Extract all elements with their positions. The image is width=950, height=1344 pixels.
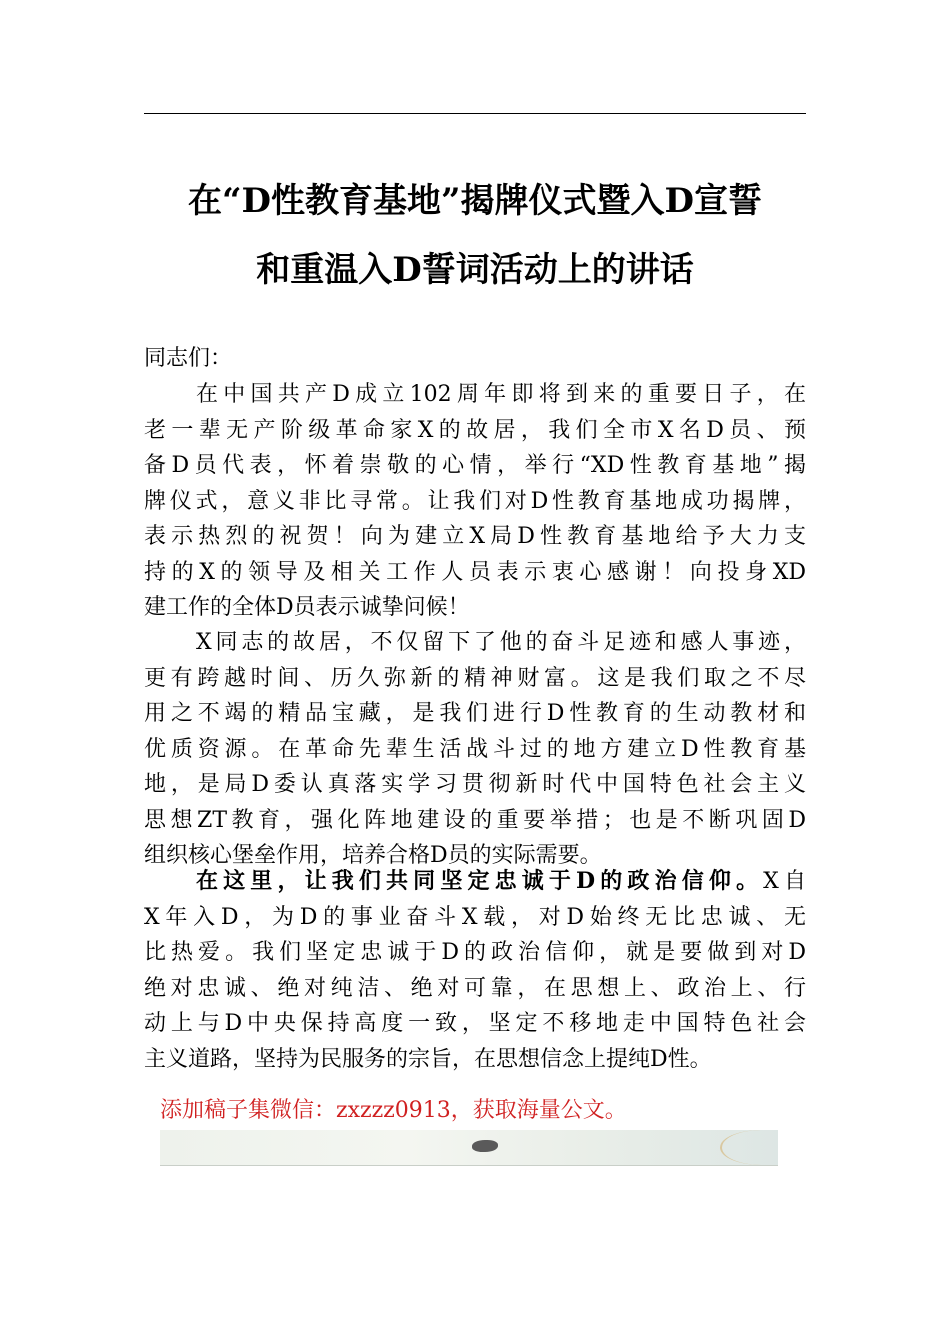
document-title-line-2: 和重温入D誓词活动上的讲话 (256, 250, 694, 290)
paragraph-1-line: 在中国共产D成立102周年即将到来的重要日子，在 (196, 382, 806, 407)
paragraph-3-emphasis: 在这里，让我们共同坚定忠诚于D的政治信仰。 (196, 868, 764, 894)
banner-ink-mark (472, 1140, 498, 1152)
paragraph-2-line: 组织核心堡垒作用，培养合格D员的实际需要。 (144, 843, 602, 868)
paragraph-1-line: 表示热烈的祝贺！向为建立X局D性教育基地给予大力支 (144, 524, 806, 549)
paragraph-2 (144, 625, 806, 874)
paragraph-2-line: 优质资源。在革命先辈生活战斗过的地方建立D性教育基 (144, 736, 806, 762)
paragraph-3-line: X年入D，为D的事业奋斗X载，对D始终无比忠诚、无 (144, 904, 806, 930)
paragraph-3-line: 动上与D中央保持高度一致，坚定不移地走中国特色社会 (144, 1011, 806, 1036)
paragraph-3 (144, 864, 806, 1077)
paragraph-1 (144, 377, 806, 626)
document-title-line-1: 在“D性教育基地”揭牌仪式暨入D宣誓 (187, 181, 763, 221)
paragraph-1-line: 持的X的领导及相关工作人员表示衷心感谢！向投身XD (144, 559, 806, 585)
banner-wave-decoration (720, 1130, 778, 1165)
paragraph-3-line: 比热爱。我们坚定忠诚于D的政治信仰，就是要做到对D (144, 940, 806, 965)
paragraph-2-line: 地，是局D委认真落实学习贯彻新时代中国特色社会主义 (144, 772, 806, 797)
paragraph-1-line: 牌仪式，意义非比寻常。让我们对D性教育基地成功揭牌， (144, 488, 806, 514)
promo-banner-image (160, 1130, 778, 1166)
salutation: 同志们： (144, 346, 233, 371)
promo-text: 添加稿子集微信：zxzzz0913，获取海量公文。 (160, 1098, 627, 1123)
header-rule (144, 113, 806, 114)
paragraph-1-line: 老一辈无产阶级革命家X的故居，我们全市X名D员、预 (144, 417, 806, 443)
paragraph-1-line: 建工作的全体D员表示诚挚问候！ (144, 595, 470, 620)
paragraph-2-line: 用之不竭的精品宝藏，是我们进行D性教育的生动教材和 (144, 701, 806, 726)
paragraph-2-line: 更有跨越时间、历久弥新的精神财富。这是我们取之不尽 (144, 665, 806, 691)
paragraph-3-line: 主义道路，坚持为民服务的宗旨，在思想信念上提纯D性。 (144, 1046, 712, 1072)
paragraph-3-first-line (144, 864, 806, 900)
paragraph-3-line: 绝对忠诚、绝对纯洁、绝对可靠，在思想上、政治上、行 (144, 975, 806, 1001)
paragraph-2-line: X同志的故居，不仅留下了他的奋斗足迹和感人事迹， (196, 630, 806, 655)
paragraph-1-line: 备D员代表，怀着崇敬的心情，举行“XD性教育基地”揭 (144, 453, 806, 478)
paragraph-3-first-line-rest: X自 (763, 869, 806, 894)
paragraph-2-line: 思想ZT教育，强化阵地建设的重要举措；也是不断巩固D (144, 807, 806, 833)
